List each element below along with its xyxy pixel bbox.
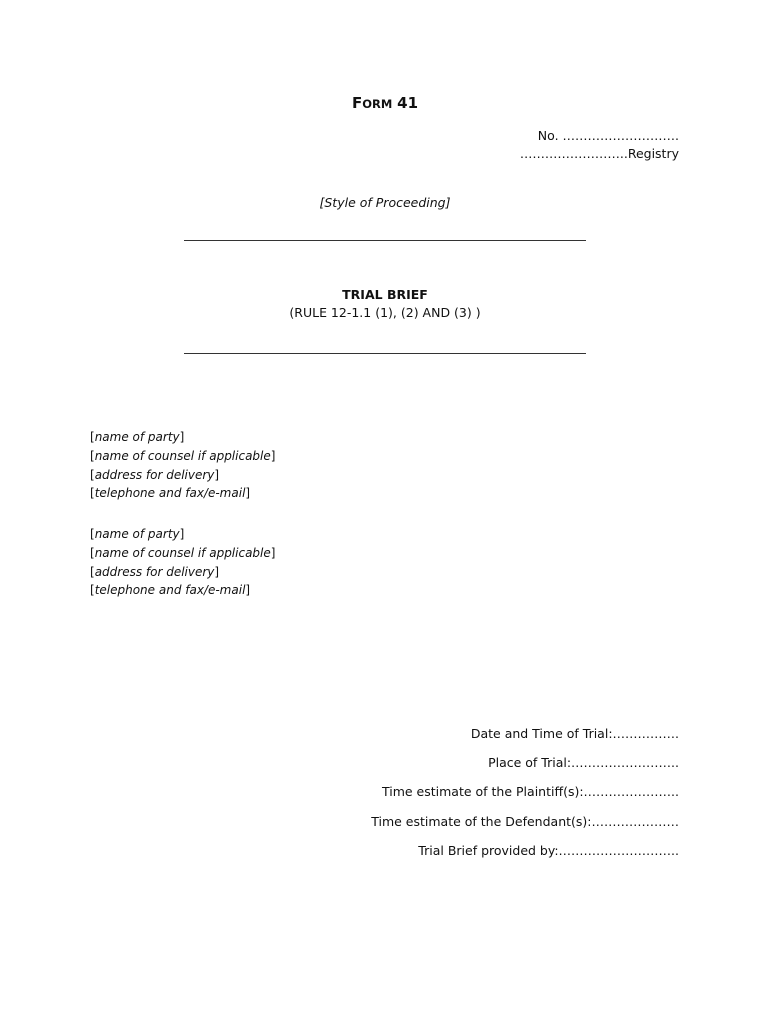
- style-of-proceeding: [Style of Proceeding]: [319, 195, 451, 210]
- plaintiff-time-estimate: Time estimate of the Plaintiff(s):…………………..: [381, 784, 679, 799]
- counsel-name-line: [name of counsel if applicable]: [90, 545, 276, 560]
- trial-brief-provided-by: Trial Brief provided by:………………………..: [418, 843, 679, 858]
- telephone-fax-email: telephone and fax/e-mail: [94, 486, 246, 501]
- counsel-name-line: [name of counsel if applicable]: [90, 448, 276, 463]
- address-for-delivery: address for delivery: [94, 467, 215, 482]
- registry-line: ……………………..Registry: [519, 146, 679, 161]
- form-title: [0, 94, 770, 112]
- party-block-2: [90, 525, 275, 600]
- date-time-of-trial: Date and Time of Trial:…………….: [470, 726, 679, 741]
- form-title-initial: F: [351, 94, 363, 112]
- telephone-line: [telephone and fax/e-mail]: [90, 486, 251, 501]
- address-line: [address for delivery]: [90, 564, 220, 579]
- bottom-divider: [184, 353, 586, 354]
- form-title-smallcaps: ORM: [362, 97, 393, 111]
- counsel-name: name of counsel if applicable: [94, 448, 271, 463]
- defendant-time-estimate: Time estimate of the Defendant(s):…………………: [371, 814, 679, 829]
- telephone-fax-email: telephone and fax/e-mail: [94, 583, 246, 598]
- party-name: name of party: [94, 430, 180, 444]
- party-name-line: [name of party]: [90, 430, 185, 444]
- document-title: TRIAL BRIEF: [342, 287, 428, 302]
- address-for-delivery: address for delivery: [94, 564, 215, 579]
- address-line: [address for delivery]: [90, 467, 220, 482]
- party-name: name of party: [94, 527, 180, 541]
- top-divider: [184, 240, 586, 241]
- telephone-line: [telephone and fax/e-mail]: [90, 583, 251, 598]
- counsel-name: name of counsel if applicable: [94, 545, 271, 560]
- place-of-trial: Place of Trial:……………………..: [488, 755, 679, 770]
- rule-reference: (RULE 12-1.1 (1), (2) AND (3) ): [289, 305, 481, 320]
- form-number: 41: [397, 94, 419, 112]
- party-name-line: [name of party]: [90, 527, 185, 541]
- file-number-line: No. ……………………….: [537, 128, 679, 143]
- party-block-1: [90, 428, 275, 503]
